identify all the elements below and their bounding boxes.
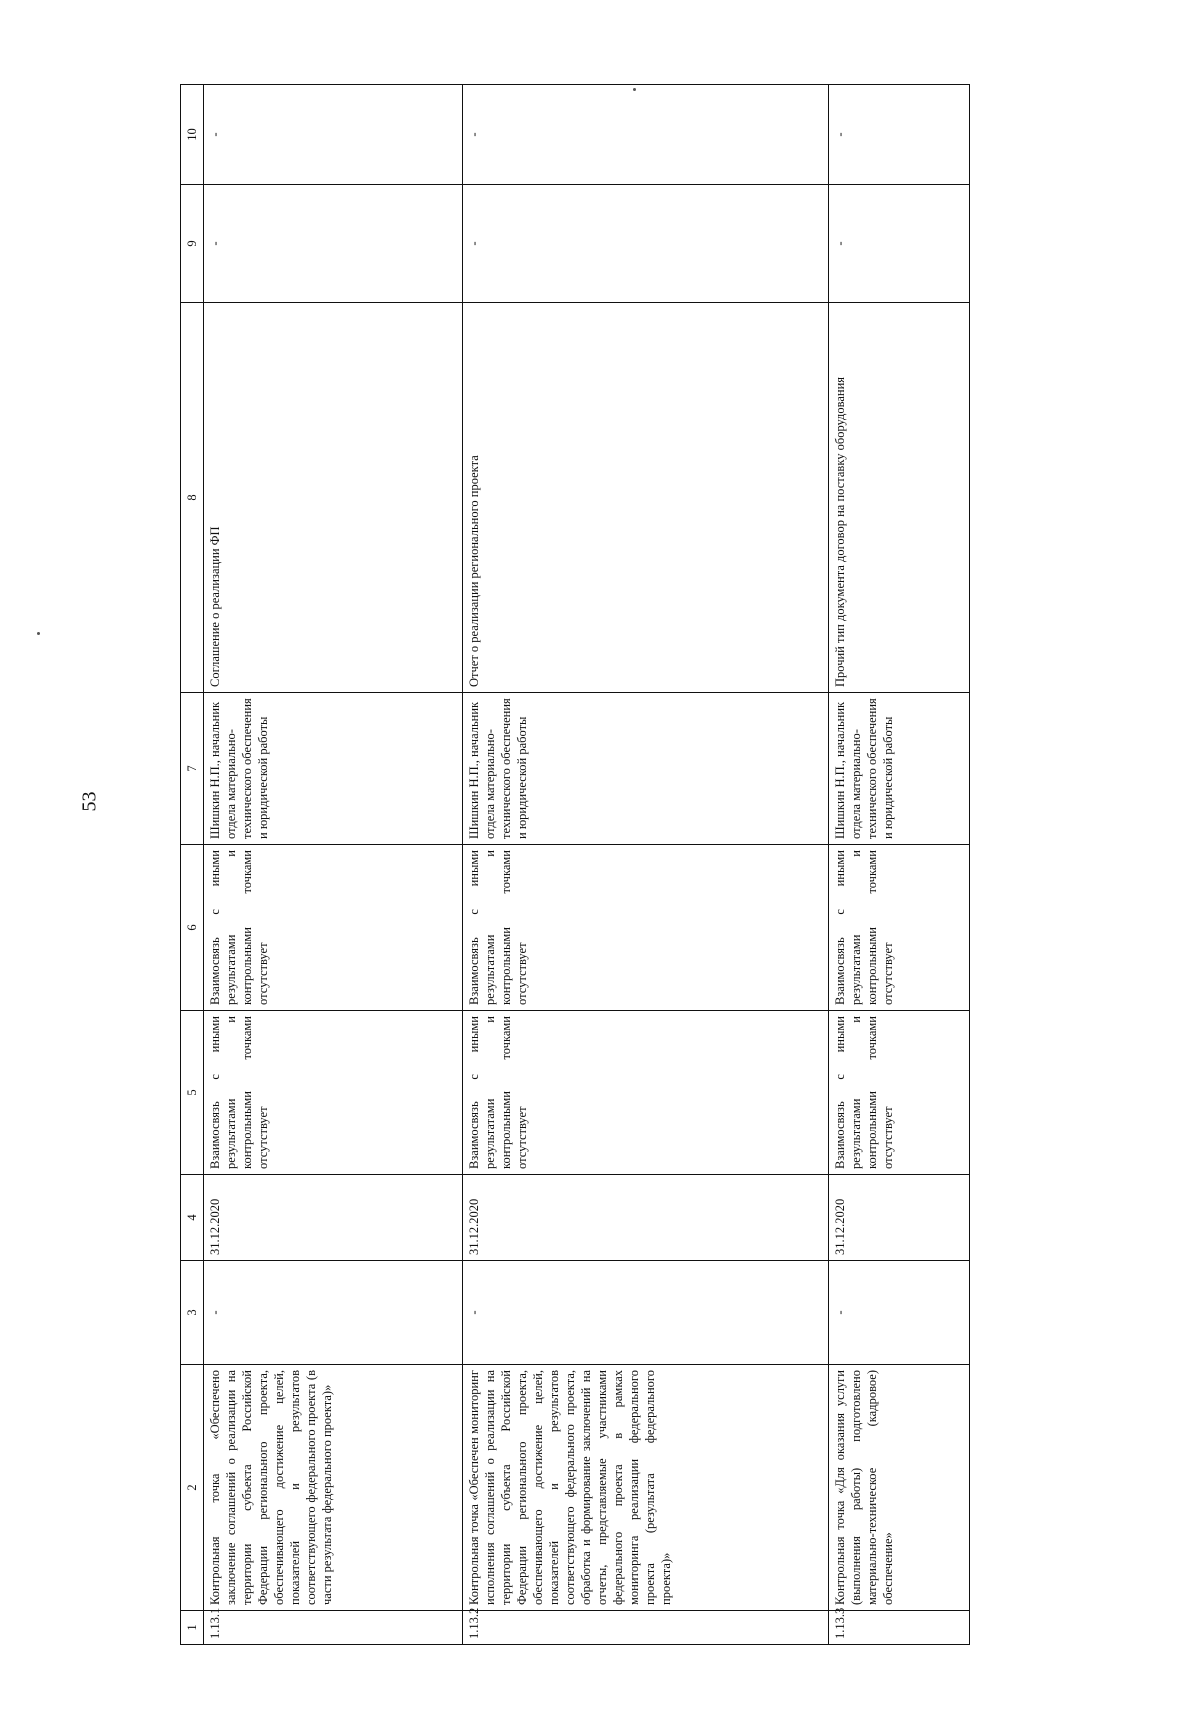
column-number-header: 10 — [181, 85, 204, 185]
cell-col9: - — [828, 185, 969, 303]
column-number-header: 8 — [181, 303, 204, 693]
cell-col3: - — [828, 1261, 969, 1365]
row-number: 1.13.1 — [203, 1611, 462, 1645]
relation-col6: Взаимосвязь с иными результатами и контрольными точками отсутствует — [828, 845, 969, 1011]
page-number: 53 — [78, 791, 101, 812]
column-number-header: 4 — [181, 1175, 204, 1261]
column-number-header: 9 — [181, 185, 204, 303]
document-type: Прочий тип документа договор на поставку оборудования — [828, 303, 969, 693]
column-number-header: 1 — [181, 1611, 204, 1645]
document-type: Отчет о реализации регионального проекта — [462, 303, 828, 693]
cell-col9: - — [462, 185, 828, 303]
table-row — [462, 85, 828, 1645]
cell-col10: - — [462, 85, 828, 185]
relation-col5: Взаимосвязь с иными результатами и контрольными точками отсутствует — [203, 1011, 462, 1175]
column-number-header: 6 — [181, 845, 204, 1011]
column-number-header: 7 — [181, 693, 204, 845]
column-number-header: 3 — [181, 1261, 204, 1365]
control-point-name: Контрольная точка «Обеспечено заключение соглашений о реализации на территории субъекта Российской Федерации регионального проекта, обеспечивающего достижение целей, показателей и результатов соответствующего федерального проекта (в части результата федерального проекта)» — [203, 1365, 462, 1611]
cell-col9: - — [203, 185, 462, 303]
scan-speck — [37, 632, 40, 635]
row-number: 1.13.2 — [462, 1611, 828, 1645]
responsible-person: Шишкин Н.П., начальник отдела материально-технического обеспечения и юридической работы — [828, 693, 969, 845]
control-point-name: Контрольная точка «Обеспечен мониторинг исполнения соглашений о реализации на территории субъекта Российской Федерации регионального проекта, обеспечивающего достижение целей, показателей и результатов соответствующего федерального проекта, обработка и формирование заключений на отчеты, представляемые участниками федерального проекта в рамках мониторинга реализации федерального проекта (результата федерального проекта)» — [462, 1365, 828, 1611]
responsible-person: Шишкин Н.П., начальник отдела материально-технического обеспечения и юридической работы — [462, 693, 828, 845]
deadline-date: 31.12.2020 — [462, 1175, 828, 1261]
control-points-table — [180, 84, 970, 1645]
cell-col3: - — [203, 1261, 462, 1365]
control-point-name: Контрольная точка «Для оказания услуги (выполнения работы) подготовлено материально-техническое (кадровое) обеспечение» — [828, 1365, 969, 1611]
relation-col6: Взаимосвязь с иными результатами и контрольными точками отсутствует — [462, 845, 828, 1011]
column-number-header: 5 — [181, 1011, 204, 1175]
responsible-person: Шишкин Н.П., начальник отдела материально-технического обеспечения и юридической работы — [203, 693, 462, 845]
relation-col5: Взаимосвязь с иными результатами и контрольными точками отсутствует — [828, 1011, 969, 1175]
cell-col10: - — [828, 85, 969, 185]
row-number: 1.13.3 — [828, 1611, 969, 1645]
cell-col10: - — [203, 85, 462, 185]
column-number-row — [181, 85, 204, 1645]
document-type: Соглашение о реализации ФП — [203, 303, 462, 693]
rotated-page-content — [180, 85, 970, 1645]
table-row — [828, 85, 969, 1645]
table-row — [203, 85, 462, 1645]
deadline-date: 31.12.2020 — [203, 1175, 462, 1261]
deadline-date: 31.12.2020 — [828, 1175, 969, 1261]
relation-col5: Взаимосвязь с иными результатами и контрольными точками отсутствует — [462, 1011, 828, 1175]
relation-col6: Взаимосвязь с иными результатами и контрольными точками отсутствует — [203, 845, 462, 1011]
column-number-header: 2 — [181, 1365, 204, 1611]
cell-col3: - — [462, 1261, 828, 1365]
